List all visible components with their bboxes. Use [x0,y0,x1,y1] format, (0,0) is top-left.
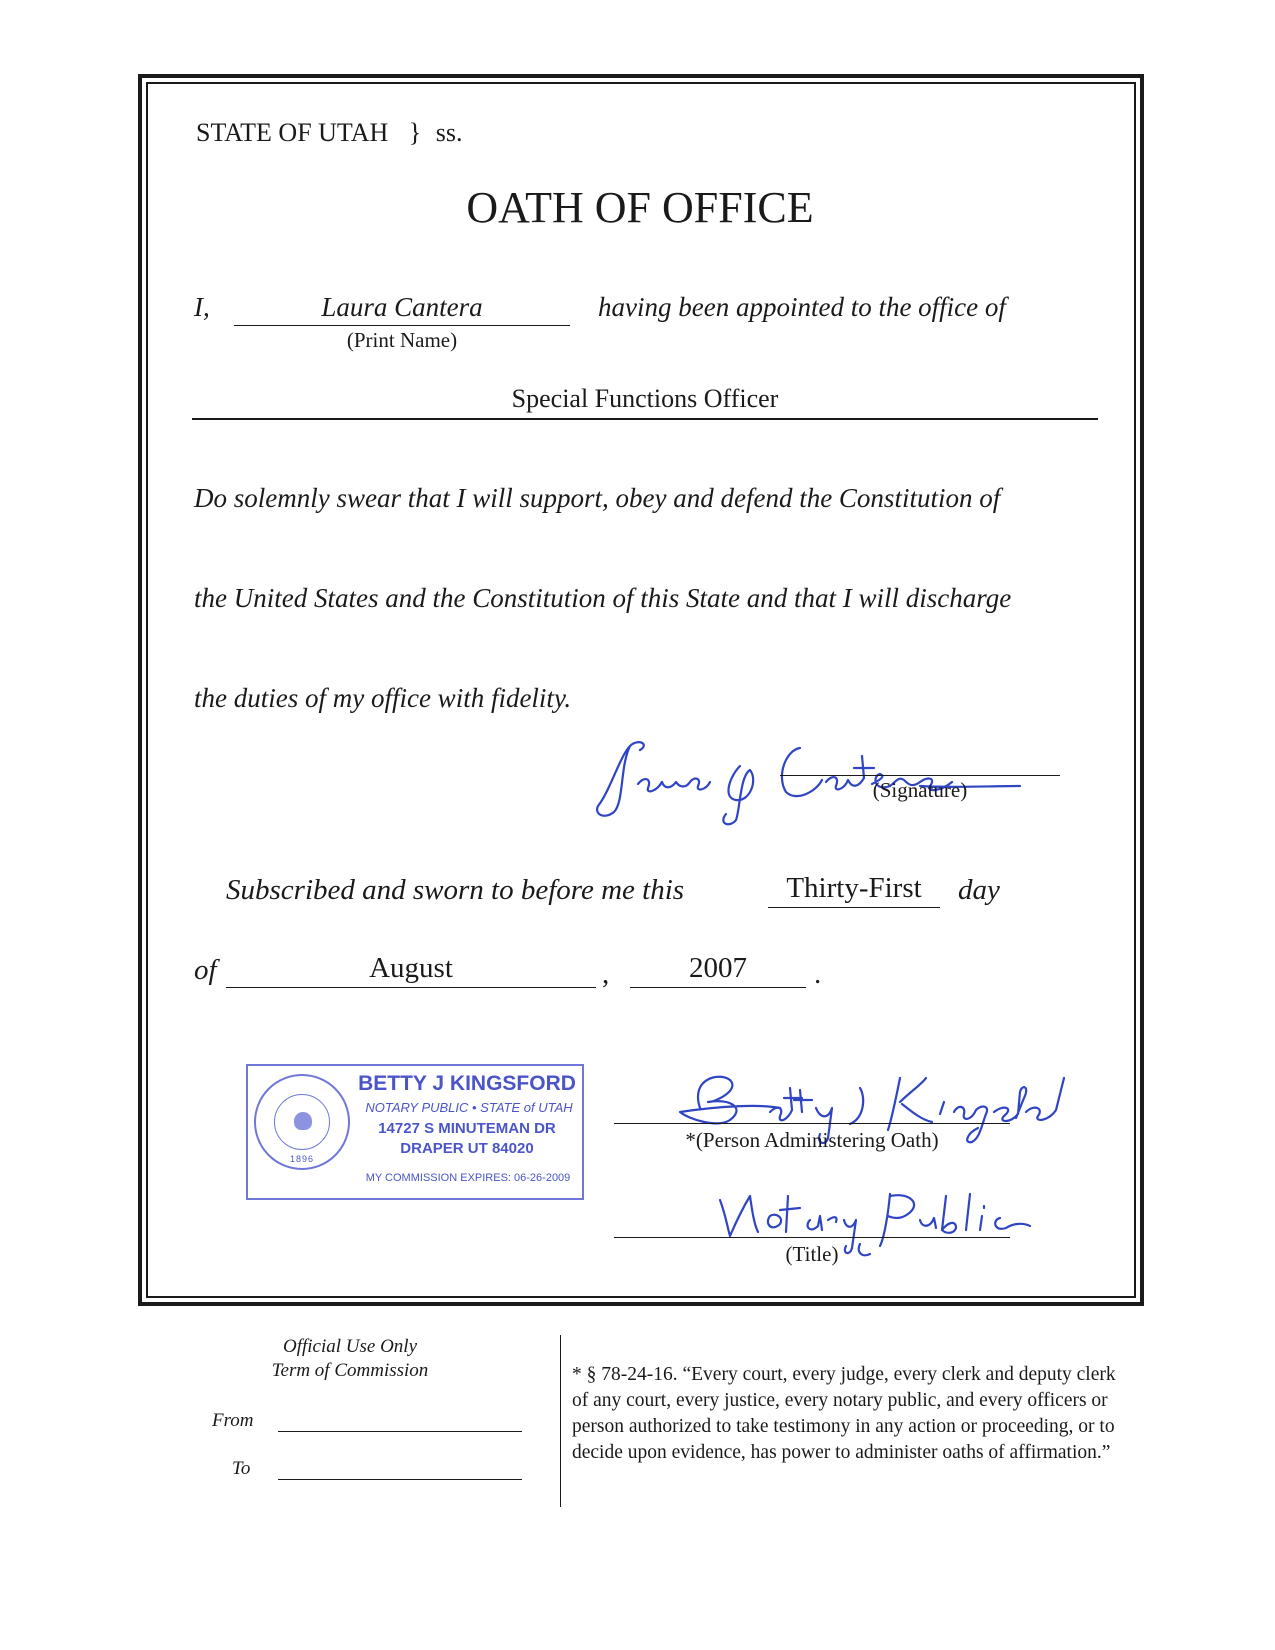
date-comma: , [602,958,610,990]
year-field: 2007 [630,952,806,988]
day-field: Thirty-First [768,872,940,908]
signature-caption: (Signature) [872,778,968,802]
state-label: STATE OF UTAH [196,118,389,147]
state-seal-icon [254,1074,350,1170]
from-label: From [212,1410,254,1431]
appointed-text: having been appointed to the office of [598,292,1006,322]
month-field: August [226,952,596,988]
office-field: Special Functions Officer [192,384,1098,420]
title-caption: (Title) [785,1242,839,1266]
stamp-address: 14727 S MINUTEMAN DR [378,1120,556,1137]
brace: } [408,118,422,147]
administrator-caption: *(Person Administering Oath) [685,1128,939,1152]
print-name-field: Laura Cantera [234,292,570,326]
oath-line-1: Do solemnly swear that I will support, obey and defend the Constitution of [194,483,1001,513]
stamp-line2: NOTARY PUBLIC • STATE of UTAH [365,1100,573,1115]
print-name-caption: (Print Name) [346,328,458,352]
document-title: OATH OF OFFICE [466,183,814,232]
state-heading [196,118,463,148]
i-label: I, [194,292,210,322]
official-use-heading: Official Use Only [282,1336,418,1357]
term-of-commission-heading: Term of Commission [271,1360,429,1381]
day-label: day [958,874,1000,906]
title-line [614,1224,1010,1238]
to-label: To [232,1458,251,1479]
administrator-line [614,1110,1010,1124]
signature-line [780,762,1060,776]
stamp-city: DRAPER UT 84020 [400,1140,534,1157]
from-field [278,1410,522,1432]
stamp-expiry: MY COMMISSION EXPIRES: 06-26-2009 [365,1172,571,1184]
oath-line-3: the duties of my office with fidelity. [194,683,572,713]
notary-stamp [246,1064,584,1200]
oath-line-2: the United States and the Constitution of this State and that I will discharge [194,583,1012,613]
footer-divider [560,1335,561,1507]
subscribed-text: Subscribed and sworn to before me this [226,874,685,906]
seal-year: 1896 [290,1154,315,1164]
statute-footnote: * § 78-24-16. “Every court, every judge, every clerk and deputy clerk of any court, every justice, every notary public, and every officers or person authorized to take testimony in any action or proceeding, or to decide upon evidence, has power to administer oaths of affirmation.” [572,1364,1116,1463]
stamp-name: BETTY J KINGSFORD [358,1072,576,1095]
ss-label: ss. [435,118,463,147]
of-label: of [194,954,217,986]
to-field [278,1458,522,1480]
date-period: . [814,958,822,990]
